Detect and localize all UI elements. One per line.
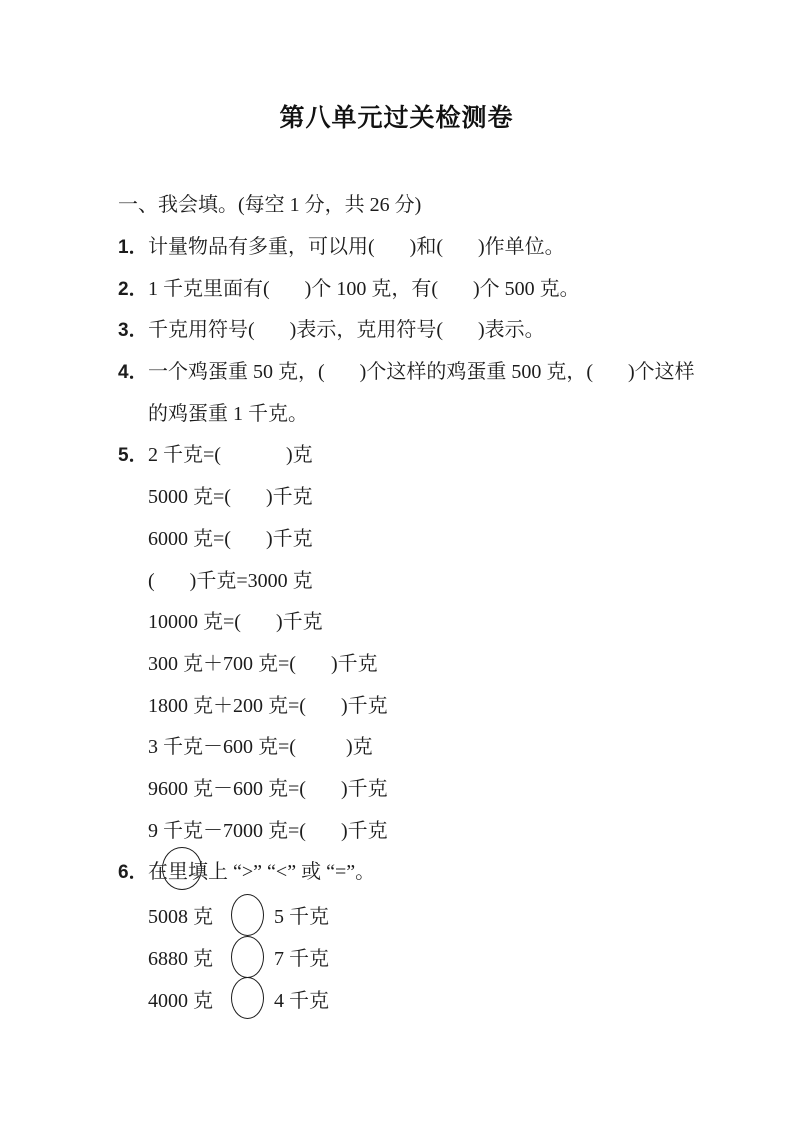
comparison-row xyxy=(118,894,698,936)
conversion-expression: ( )千克=3000 克 xyxy=(148,569,313,592)
comparison-left-value: 4000 克 xyxy=(148,989,213,1012)
question-number: 5． xyxy=(118,445,148,467)
conversion-row xyxy=(118,644,698,686)
answer-circle-icon xyxy=(231,936,264,978)
conversion-expression: 1800 克＋200 克=( )千克 xyxy=(148,694,388,717)
conversion-expression: 6000 克=( )千克 xyxy=(148,527,313,550)
comparison-row xyxy=(118,936,698,978)
circled-text xyxy=(168,852,208,894)
conversion-row xyxy=(118,602,698,644)
question-3 xyxy=(118,310,698,352)
paper-content xyxy=(118,183,698,1019)
comparison-right-value: 5 千克 xyxy=(274,906,329,929)
question-number: 4． xyxy=(118,362,148,384)
question-1 xyxy=(118,227,698,269)
question-text-circled: 里填 xyxy=(168,861,208,884)
comparison-row xyxy=(118,977,698,1019)
conversion-expression: 9600 克－600 克=( )千克 xyxy=(148,777,388,800)
conversion-row xyxy=(118,477,698,519)
conversion-row xyxy=(118,686,698,728)
conversion-expression: 5000 克=( )千克 xyxy=(148,486,313,509)
conversion-expression: 2 千克=( )克 xyxy=(148,444,313,467)
question-number: 6． xyxy=(118,862,148,884)
comparison-left-value: 5008 克 xyxy=(148,906,213,929)
page-title: 第八单元过关检测卷 xyxy=(279,104,514,132)
question-5 xyxy=(118,435,698,477)
question-number: 3． xyxy=(118,320,148,342)
question-text: 计量物品有多重，可以用( )和( )作单位。 xyxy=(148,236,565,258)
question-number: 1． xyxy=(118,237,148,258)
conversion-expression: 300 克＋700 克=( )千克 xyxy=(148,652,378,675)
answer-circle-icon xyxy=(231,894,264,936)
question-text: 一个鸡蛋重 50 克，( )个这样的鸡蛋重 500 克，( )个这样 xyxy=(148,361,695,384)
conversion-expression: 9 千克－7000 克=( )千克 xyxy=(148,819,388,842)
question-number: 2． xyxy=(118,278,148,300)
question-text: 千克用符号( )表示，克用符号( )表示。 xyxy=(148,319,545,342)
question-4-continuation xyxy=(118,394,698,436)
conversion-row xyxy=(118,561,698,603)
conversion-row xyxy=(118,811,698,853)
question-2 xyxy=(118,269,698,311)
question-text-pre: 在 xyxy=(148,861,168,884)
conversion-row xyxy=(118,727,698,769)
comparison-right-value: 4 千克 xyxy=(274,989,329,1012)
section-heading: 一、我会填。(每空 1 分，共 26 分) xyxy=(118,194,422,216)
question-text: 的鸡蛋重 1 千克。 xyxy=(148,402,308,425)
conversion-row xyxy=(118,769,698,811)
comparison-right-value: 7 千克 xyxy=(274,948,329,971)
question-4 xyxy=(118,352,698,394)
conversion-expression: 3 千克－600 克=( )克 xyxy=(148,736,373,759)
question-text: 1 千克里面有( )个 100 克，有( )个 500 克。 xyxy=(148,277,580,300)
question-6 xyxy=(118,852,698,894)
comparison-left-value: 6880 克 xyxy=(148,948,213,971)
answer-circle-icon xyxy=(231,977,264,1019)
question-text-post: 上 “>” “<” 或 “=”。 xyxy=(208,861,376,884)
conversion-row xyxy=(118,519,698,561)
conversion-expression: 10000 克=( )千克 xyxy=(148,611,323,634)
